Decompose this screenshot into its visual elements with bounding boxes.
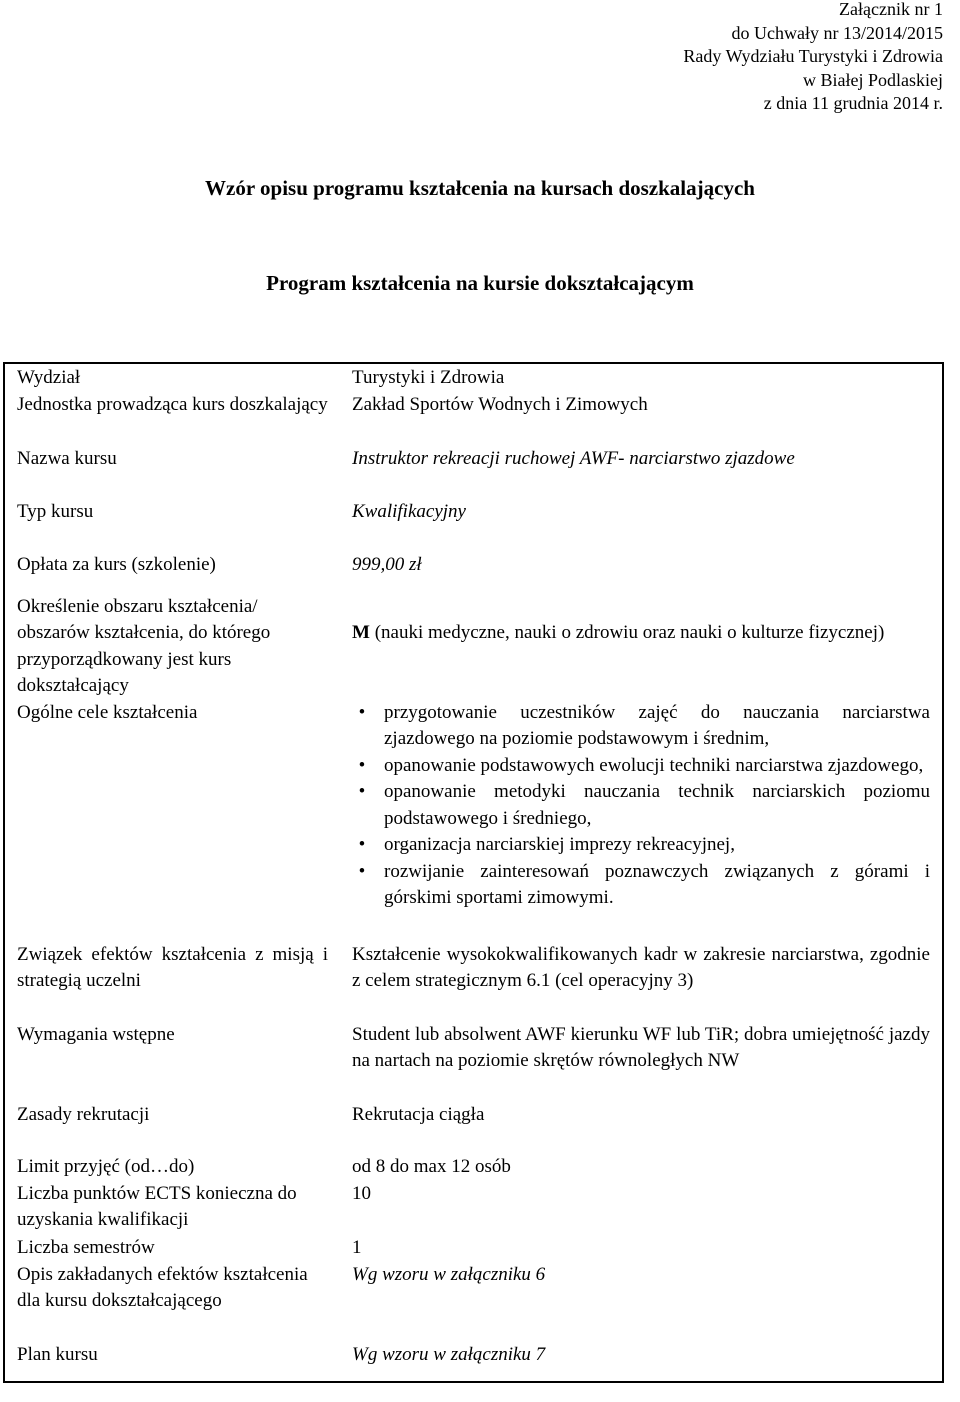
- bullet-icon: •: [358, 754, 366, 776]
- row-value: Kształcenie wysokokwalifikowanych kadr w zakresie narciarstwa, zgodnie z celem strategicznym 6.1 (cel operacyjny 3): [352, 943, 930, 991]
- table-row: [4, 392, 943, 446]
- row-value: 1: [352, 1236, 362, 1258]
- table-row: [4, 1342, 943, 1382]
- row-label: Opis zakładanych efektów kształcenia dla kursu dokształcającego: [17, 1263, 308, 1311]
- list-item: • opanowanie podstawowych ewolucji techniki narciarstwa zjazdowego,: [352, 753, 930, 780]
- list-item: • organizacja narciarskiej imprezy rekreacyjnej,: [352, 832, 930, 859]
- area-code: M: [352, 621, 370, 643]
- row-label: Zasady rekrutacji: [17, 1103, 150, 1125]
- row-label: Ogólne cele kształcenia: [17, 701, 198, 723]
- row-label: Wydział: [17, 367, 81, 388]
- row-value: [340, 590, 943, 700]
- header-line: Rady Wydziału Turystyki i Zdrowia: [683, 46, 943, 66]
- table-row: [4, 1181, 943, 1235]
- row-label: Liczba punktów ECTS konieczna do uzyskania kwalifikacji: [17, 1182, 297, 1230]
- row-label: Typ kursu: [17, 500, 94, 522]
- table-row: [4, 590, 943, 700]
- program-table: [3, 362, 944, 1383]
- row-value: Zakład Sportów Wodnych i Zimowych: [352, 393, 648, 415]
- table-row: [4, 499, 943, 552]
- row-value: Rekrutacja ciągła: [352, 1103, 485, 1125]
- row-value: Instruktor rekreacji ruchowej AWF- narciarstwo zjazdowe: [352, 447, 795, 469]
- row-label: Plan kursu: [17, 1343, 98, 1365]
- row-value: 999,00 zł: [352, 553, 422, 575]
- goals-list: [352, 700, 930, 912]
- row-value: Student lub absolwent AWF kierunku WF lub TiR; dobra umiejętność jazdy na nartach na poziomie skrętów równoległych NW: [352, 1023, 930, 1071]
- row-label: Nazwa kursu: [17, 447, 117, 469]
- row-value: Kwalifikacyjny: [352, 500, 466, 522]
- row-label: Określenie obszaru kształcenia/ obszarów kształcenia, do którego przyporządkowany jest kurs dokształcający: [17, 595, 271, 696]
- row-label: Wymagania wstępne: [17, 1023, 175, 1045]
- row-label: Limit przyjęć (od…do): [17, 1155, 195, 1177]
- list-item: • rozwijanie zainteresowań poznawczych związanych z górami i górskimi sportami zimowymi.: [352, 859, 930, 912]
- document-title: Wzór opisu programu kształcenia na kursach doszkalających: [205, 176, 755, 200]
- list-item: • przygotowanie uczestników zajęć do nauczania narciarstwa zjazdowego na poziomie podstawowym i średnim,: [352, 700, 930, 753]
- row-value: Wg wzoru w załączniku 6: [352, 1263, 546, 1285]
- table-row: [4, 1262, 943, 1342]
- document-subtitle: Program kształcenia na kursie dokształcającym: [266, 271, 694, 295]
- table-row: [4, 552, 943, 590]
- row-value: 10: [352, 1182, 371, 1204]
- row-label: Opłata za kurs (szkolenie): [17, 553, 216, 575]
- row-value: [340, 700, 943, 942]
- bullet-icon: •: [358, 781, 366, 802]
- table-row: [4, 942, 943, 1022]
- table-row: [4, 1102, 943, 1154]
- row-label: Liczba semestrów: [17, 1236, 155, 1258]
- row-value: Turystyki i Zdrowia: [352, 367, 505, 388]
- bullet-icon: •: [358, 860, 366, 882]
- table-row: [4, 700, 943, 942]
- bullet-icon: •: [358, 834, 366, 855]
- header-line: do Uchwały nr 13/2014/2015: [731, 22, 943, 43]
- table-row: [4, 1235, 943, 1262]
- table-row: [4, 1022, 943, 1102]
- header-line: Załącznik nr 1: [839, 0, 943, 19]
- row-value: Wg wzoru w załączniku 7: [352, 1343, 546, 1365]
- header-line: w Białej Podlaskiej: [803, 69, 943, 90]
- row-value: od 8 do max 12 osób: [352, 1155, 511, 1177]
- list-item: • opanowanie metodyki nauczania technik narciarskich poziomu podstawowego i średniego,: [352, 779, 930, 832]
- row-label: Związek efektów kształcenia z misją i strategią uczelni: [17, 943, 328, 991]
- document-header: [683, 0, 943, 116]
- table-row: [4, 1154, 943, 1181]
- table-row: [4, 446, 943, 499]
- bullet-icon: •: [358, 701, 366, 723]
- row-label: Jednostka prowadząca kurs doszkalający: [17, 393, 328, 415]
- table-row: [4, 363, 943, 392]
- area-description: (nauki medyczne, nauki o zdrowiu oraz nauki o kulturze fizycznej): [369, 621, 885, 643]
- header-line: z dnia 11 grudnia 2014 r.: [763, 93, 943, 113]
